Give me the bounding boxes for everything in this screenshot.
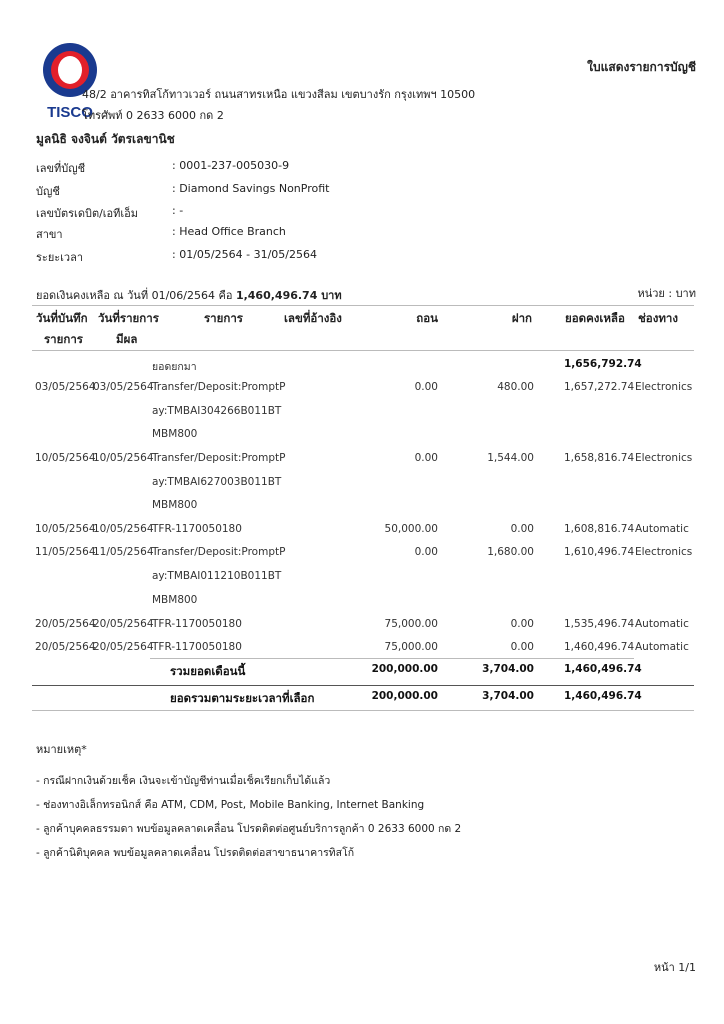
row-deposit: 1,680.00 [487,546,534,558]
row-effective-date: 03/05/2564 [93,381,154,393]
row-effective-date: 20/05/2564 [93,641,154,653]
card-number-label: เลขบัตรเดบิต/เอทีเอ็ม [36,207,139,220]
col-withdraw: ถอน [416,311,438,325]
row-balance: 1,610,496.74 [564,546,635,558]
row-deposit: 0.00 [510,523,534,535]
row-description-line: ay:TMBAI304266B011BT [152,405,282,417]
row-deposit: 1,544.00 [487,452,534,464]
row-description-line: TFR-1170050180 [152,523,242,535]
row-deposit: 0.00 [510,641,534,653]
month-total-balance: 1,460,496.74 [564,663,642,675]
account-type-value: : Diamond Savings NonProfit [172,182,330,195]
bank-address: 48/2 อาคารทิสโก้ทาวเวอร์ ถนนสาทรเหนือ แขวงสีลม เขตบางรัก กรุงเทพฯ 10500 [82,88,476,101]
period-total-withdraw: 200,000.00 [371,690,438,702]
document-title: ใบแสดงรายการบัญชี [587,60,696,74]
col-effective-date-line1: วันที่รายการ [98,311,159,325]
remark-item: - ช่องทางอิเล็กทรอนิกส์ คือ ATM, CDM, Post, Mobile Banking, Internet Banking [36,799,425,811]
col-description: รายการ [204,311,243,325]
remark-item: - ลูกค้าบุคคลธรรมดา พบข้อมูลคลาดเคลื่อน โปรดติดต่อศูนย์บริการลูกค้า 0 2633 6000 กด 2 [36,823,462,835]
row-record-date: 20/05/2564 [35,641,96,653]
brought-forward-balance: 1,656,792.74 [564,358,642,370]
row-description-line: MBM800 [152,499,198,511]
row-channel: Electronics [635,381,693,393]
balance-summary [36,286,342,304]
row-deposit: 480.00 [497,381,534,393]
account-number-value: : 0001-237-005030-9 [172,159,290,172]
row-balance: 1,657,272.74 [564,381,635,393]
row-channel: Automatic [635,523,689,535]
row-withdraw: 0.00 [414,381,438,393]
row-description-line: Transfer/Deposit:PromptP [152,381,286,393]
period-total-label: ยอดรวมตามระยะเวลาที่เลือก [170,691,315,705]
account-type-label: บัญชี [36,185,60,198]
customer-name: มูลนิธิ จงจินต์ วัตรเลขานิช [36,132,175,146]
row-withdraw: 0.00 [414,546,438,558]
account-number-label: เลขที่บัญชี [36,162,86,175]
row-description-line: TFR-1170050180 [152,618,242,630]
col-record-date-line2: รายการ [44,332,83,346]
period-total-top-rule [32,685,694,686]
row-withdraw: 75,000.00 [384,618,438,630]
row-channel: Automatic [635,618,689,630]
balance-summary-prefix: ยอดเงินคงเหลือ ณ วันที่ 01/06/2564 คือ [36,289,233,302]
col-channel: ช่องทาง [638,311,678,325]
row-withdraw: 75,000.00 [384,641,438,653]
row-record-date: 20/05/2564 [35,618,96,630]
col-deposit: ฝาก [511,311,532,325]
row-description-line: MBM800 [152,594,198,606]
row-balance: 1,658,816.74 [564,452,635,464]
col-balance: ยอดคงเหลือ [565,311,625,325]
row-description-line: ay:TMBAI627003B011BT [152,476,282,488]
row-withdraw: 50,000.00 [384,523,438,535]
row-description-line: TFR-1170050180 [152,641,242,653]
page-number: หน้า 1/1 [653,961,696,974]
month-total-label: รวมยอดเดือนนี้ [170,664,246,678]
balance-summary-amount: 1,460,496.74 บาท [235,289,342,302]
col-record-date-line1: วันที่บันทึก [36,311,88,325]
row-effective-date: 10/05/2564 [93,452,154,464]
bank-phone: โทรศัพท์ 0 2633 6000 กด 2 [82,109,224,122]
row-description-line: Transfer/Deposit:PromptP [152,452,286,464]
row-balance: 1,608,816.74 [564,523,635,535]
row-effective-date: 10/05/2564 [93,523,154,535]
month-total-withdraw: 200,000.00 [371,663,438,675]
row-effective-date: 11/05/2564 [93,546,154,558]
remarks-title: หมายเหตุ* [36,743,87,756]
row-record-date: 10/05/2564 [35,452,96,464]
row-channel: Automatic [635,641,689,653]
branch-value: : Head Office Branch [172,225,286,238]
row-balance: 1,535,496.74 [564,618,635,630]
remark-item: - ลูกค้านิติบุคคล พบข้อมูลคลาดเคลื่อน โปรดติดต่อสาขาธนาคารทิสโก้ [36,847,355,859]
table-header-rule [32,350,694,351]
col-effective-date-line2: มีผล [116,332,138,346]
period-value: : 01/05/2564 - 31/05/2564 [172,248,317,261]
month-total-rule [150,658,634,659]
branch-label: สาขา [36,228,63,241]
remark-item: - กรณีฝากเงินด้วยเช็ค เงินจะเข้าบัญชีท่านเมื่อเช็คเรียกเก็บได้แล้ว [36,775,331,787]
col-reference: เลขที่อ้างอิง [284,311,342,325]
period-total-balance: 1,460,496.74 [564,690,642,702]
currency-unit: หน่วย : บาท [637,287,696,300]
row-channel: Electronics [635,546,693,558]
period-total-deposit: 3,704.00 [482,690,534,702]
row-withdraw: 0.00 [414,452,438,464]
brought-forward-label: ยอดยกมา [152,361,197,373]
row-channel: Electronics [635,452,693,464]
row-description-line: Transfer/Deposit:PromptP [152,546,286,558]
logo-text: TISCO [47,104,93,121]
row-effective-date: 20/05/2564 [93,618,154,630]
row-description-line: ay:TMBAI011210B011BT [152,570,282,582]
row-record-date: 10/05/2564 [35,523,96,535]
table-bottom-rule [32,710,694,711]
row-record-date: 03/05/2564 [35,381,96,393]
row-description-line: MBM800 [152,428,198,440]
month-total-deposit: 3,704.00 [482,663,534,675]
row-deposit: 0.00 [510,618,534,630]
table-top-rule [32,305,694,306]
row-record-date: 11/05/2564 [35,546,96,558]
card-number-value: : - [172,204,184,217]
row-balance: 1,460,496.74 [564,641,635,653]
period-label: ระยะเวลา [36,251,84,264]
